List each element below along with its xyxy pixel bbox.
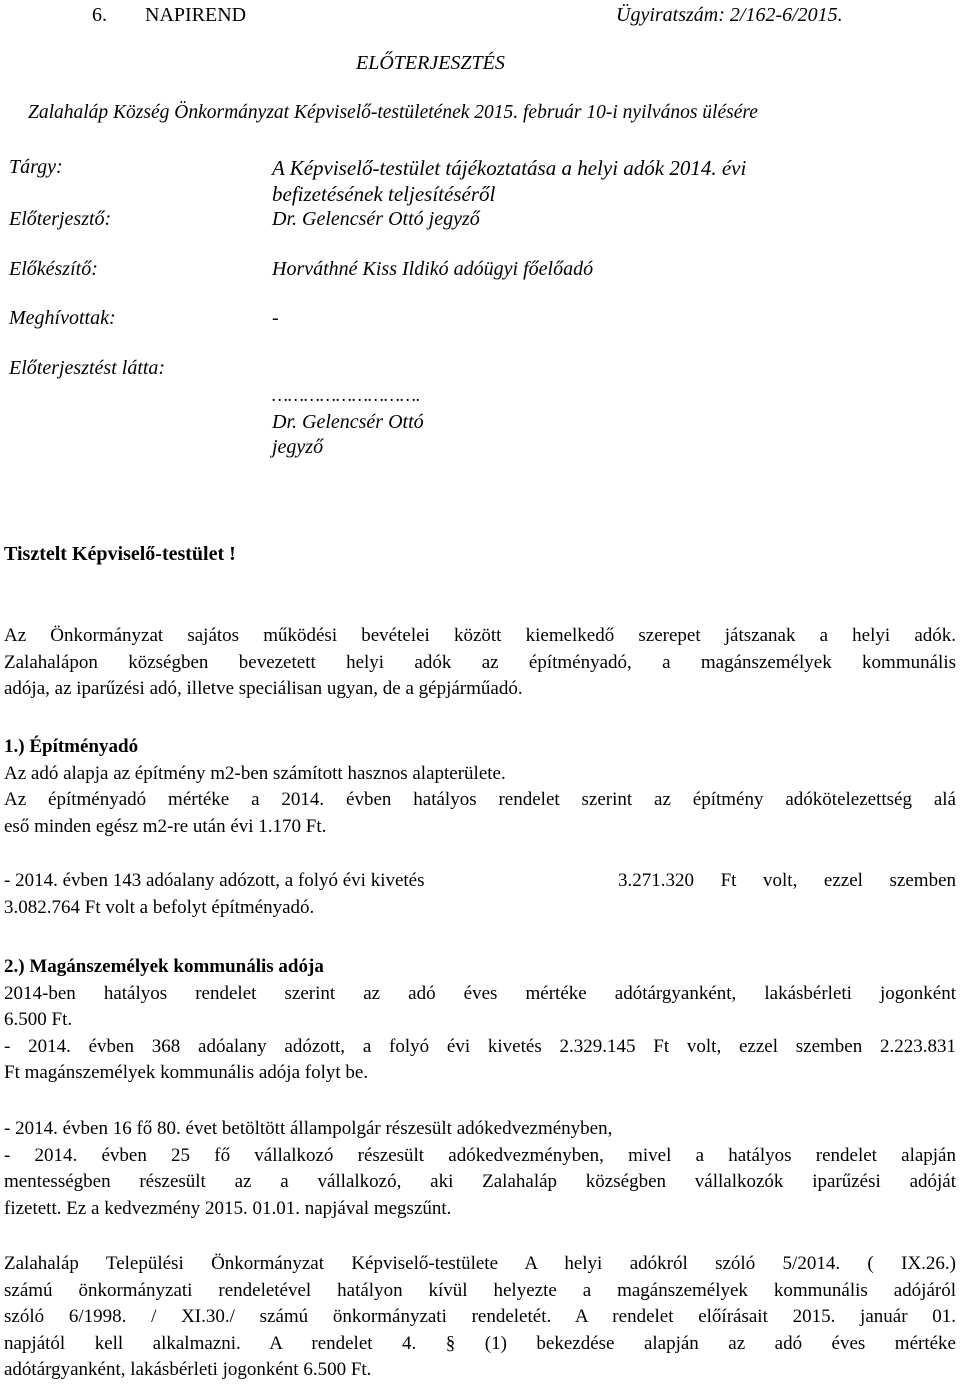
intro-line: Az Önkormányzat sajátos működési bevételei között kiemelkedő szerepet játszanak a helyi adók. xyxy=(4,625,956,646)
section-line: Ft magánszemélyek kommunális adója folyt be. xyxy=(4,1062,369,1083)
meghivottak-value: - xyxy=(272,307,279,329)
section-line: - 2014. évben 25 fő vállalkozó részesült adókedvezményben, mivel a hatályos rendelet alapján xyxy=(4,1144,956,1166)
latta-label: Előterjesztést látta: xyxy=(9,357,166,379)
section-line: eső minden egész m2-re után évi 1.170 Ft. xyxy=(4,815,327,837)
ugyiratszam: Ügyiratszám: 2/162-6/2015. xyxy=(616,4,843,26)
eloterjeszto-value: Dr. Gelencsér Ottó jegyző xyxy=(272,208,480,230)
section-line: fizetett. Ez a kedvezmény 2015. 01.01. napjával megszűnt. xyxy=(4,1197,452,1219)
greeting: Tisztelt Képviselő-testület ! xyxy=(4,543,236,565)
final-paragraph xyxy=(4,1251,956,1384)
section-epitmenyado xyxy=(4,734,956,840)
section-line: mentességben részesült az a vállalkozó, aki Zalahaláp községben vállalkozók iparűzési adóját xyxy=(4,1171,956,1192)
final-line: számú önkormányzati rendeletével hatályon kívül helyezte a magánszemélyek kommunális adójáról xyxy=(4,1279,956,1301)
section-kedvezmenyek xyxy=(4,1116,956,1222)
final-line: szóló 6/1998. / XI.30./ számú önkormányzati rendeletét. A rendelet előírásait 2015. január 01. xyxy=(4,1306,956,1327)
section-line: Az adó alapja az építmény m2-ben számított hasznos alapterülete. xyxy=(4,762,506,784)
napirend-label: NAPIREND xyxy=(145,4,247,26)
section-line: - 2014. évben 16 fő 80. évet betöltött állampolgár részesült adókedvezményben, xyxy=(4,1118,613,1139)
intro-paragraph xyxy=(4,623,956,703)
targy-line2: befizetésének teljesítéséről xyxy=(272,182,496,206)
final-line: napjától kell alkalmazni. A rendelet 4. § (1) bekezdése alapján az adó éves mértéke xyxy=(4,1332,956,1354)
section-line: - 2014. évben 368 adóalany adózott, a folyó évi kivetés 2.329.145 Ft volt, ezzel szemben 2.223.831 xyxy=(4,1035,956,1057)
elokeszito-label: Előkészítő: xyxy=(9,258,98,280)
section-line: 2014-ben hatályos rendelet szerint az adó éves mértéke adótárgyanként, lakásbérleti jogonként xyxy=(4,982,956,1004)
section-line: Az építményadó mértéke a 2014. évben hatályos rendelet szerint az építmény adókötelezettség alá xyxy=(4,789,956,810)
elokeszito-value: Horváthné Kiss Ildikó adóügyi főelőadó xyxy=(272,258,594,280)
latta-title: jegyző xyxy=(272,436,324,458)
final-line: Zalahaláp Települési Önkormányzat Képviselő-testülete A helyi adókról szóló 5/2014. ( IX.26.) xyxy=(4,1253,956,1274)
signature-dots: ………………………. xyxy=(272,385,421,405)
section-line: 3.271.320 Ft volt, ezzel szemben xyxy=(618,870,956,891)
section-line: 3.082.764 Ft volt a befolyt építményadó. xyxy=(4,897,315,918)
intro-line: Zalahalápon községben bevezetett helyi adók az építményadó, a magánszemélyek kommunális xyxy=(4,651,956,673)
document-subtitle: Zalahaláp Község Önkormányzat Képviselő-testületének 2015. február 10-i nyilvános ülésére xyxy=(28,102,758,123)
napirend-number: 6. xyxy=(92,4,107,26)
eloterjeszto-label: Előterjesztő: xyxy=(9,208,112,230)
document-title: ELŐTERJESZTÉS xyxy=(356,52,505,74)
meghivottak-label: Meghívottak: xyxy=(9,307,116,329)
final-line: adótárgyanként, lakásbérleti jogonként 6.500 Ft. xyxy=(4,1359,372,1380)
latta-name: Dr. Gelencsér Ottó xyxy=(272,411,424,433)
section-kommunalis-ado xyxy=(4,954,956,1087)
section-heading: 1.) Építményadó xyxy=(4,736,139,757)
intro-line: adója, az iparűzési adó, illetve speciálisan ugyan, de a gépjárműadó. xyxy=(4,678,523,699)
targy-line1: A Képviselő-testület tájékoztatása a helyi adók 2014. évi xyxy=(272,156,747,180)
section-line: 6.500 Ft. xyxy=(4,1009,73,1030)
section-line: - 2014. évben 143 adóalany adózott, a folyó évi kivetés xyxy=(4,870,425,891)
targy-label: Tárgy: xyxy=(9,156,63,178)
section-heading: 2.) Magánszemélyek kommunális adója xyxy=(4,956,324,977)
